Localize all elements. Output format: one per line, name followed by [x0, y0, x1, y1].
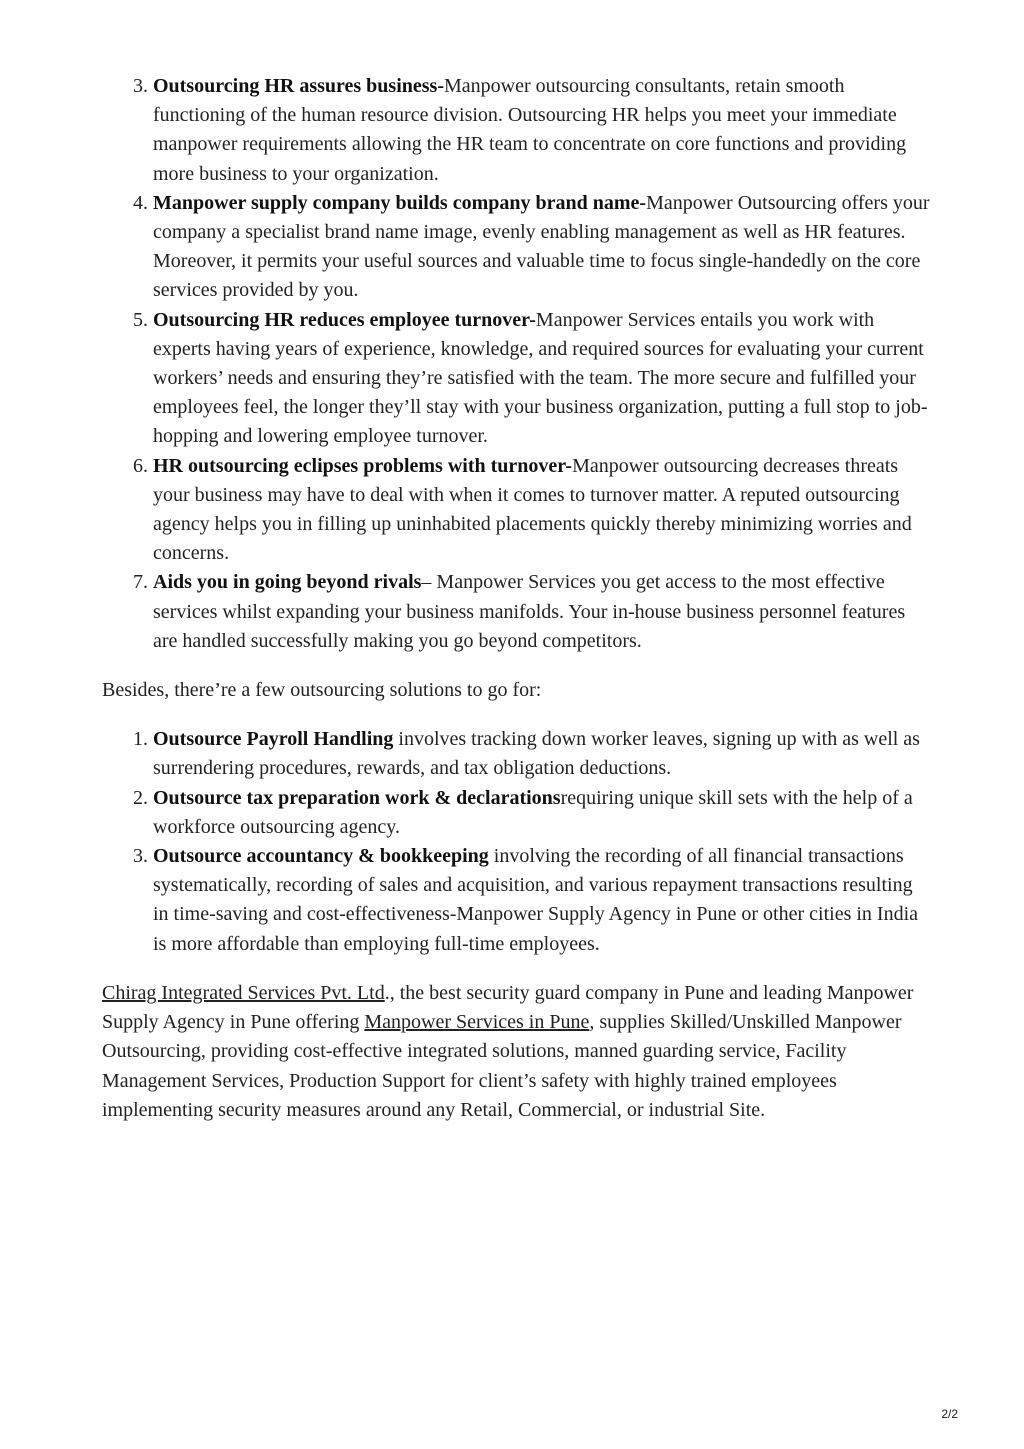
- item-text: Manpower Services entails you work with experts having years of experience, knowledge, and required sources for evaluating your current workers’ needs and ensuring they’re satisfied with the team. The more secure and fulfilled your employees feel, the longer they’ll stay with your business organization, putting a full stop to job-hopping and lowering employee turnover.: [153, 308, 928, 448]
- item-text: involving the recording of all financial transactions systematically, recording of sales and acquisition, and various repayment transactions resulting in time-saving and cost-effectiveness-Manpower Supply Agency in Pune or other cities in India is more affordable than employing full-time employees.: [153, 845, 918, 955]
- page-number: 2/2: [941, 1407, 958, 1421]
- item-text: Manpower outsourcing consultants, retain smooth functioning of the human resource division. Outsourcing HR helps you meet your immediate manpower requirements allowing the HR team to concentrate on core functions and providing more business to your organization.: [153, 75, 907, 185]
- document-body: [102, 72, 932, 1125]
- item-text: Manpower outsourcing decreases threats your business may have to deal with when it comes to turnover matter. A reputed outsourcing agency helps you in filling up uninhabited placements quickly thereby minimizing worries and concerns.: [153, 454, 912, 565]
- company-link[interactable]: Chirag Integrated Services Pvt. Ltd: [102, 981, 385, 1004]
- closing-paragraph: [102, 979, 932, 1125]
- list-item: [153, 189, 932, 306]
- list-item: [153, 306, 932, 452]
- item-heading: Aids you in going beyond rivals: [153, 571, 422, 594]
- list-item: [153, 784, 932, 842]
- list-item: [153, 725, 932, 783]
- item-text: – Manpower Services you get access to the most effective services whilst expanding your business manifolds. Your in-house business personnel features are handled successfully making you go beyond competitors.: [153, 571, 906, 652]
- list-item: [153, 452, 932, 569]
- manpower-services-link[interactable]: Manpower Services in Pune: [364, 1011, 590, 1034]
- item-heading: Outsource accountancy & bookkeeping: [153, 845, 489, 868]
- list-item: [153, 842, 932, 959]
- item-heading: Outsource tax preparation work & declarations: [153, 786, 561, 809]
- closing-text-1: ., the best security guard company in Pune and leading Manpower Supply Agency in Pune offering: [102, 981, 914, 1034]
- list-item: [153, 568, 932, 656]
- item-heading: Manpower supply company builds company brand name-: [153, 191, 647, 214]
- solutions-list: [102, 725, 932, 959]
- item-text: involves tracking down worker leaves, signing up with as well as surrendering procedures, rewards, and tax obligation deductions.: [153, 728, 920, 780]
- closing-text-2: , supplies Skilled/Unskilled Manpower Outsourcing, providing cost-effective integrated solutions, manned guarding service, Facility Management Services, Production Support for client’s safety with highly trained employees implementing security measures around any Retail, Commercial, or industrial Site.: [102, 1011, 902, 1121]
- solutions-intro: Besides, there’re a few outsourcing solutions to go for:: [102, 679, 542, 702]
- item-text: Manpower Outsourcing offers your company a specialist brand name image, evenly enabling management as well as HR features. Moreover, it permits your useful sources and valuable time to focus single-handedly on the core services provided by you.: [153, 191, 930, 302]
- item-heading: HR outsourcing eclipses problems with turnover-: [153, 454, 573, 477]
- benefits-list: [102, 72, 932, 656]
- list-item: [153, 72, 932, 189]
- item-text: requiring unique skill sets with the help of a workforce outsourcing agency.: [153, 786, 913, 838]
- item-heading: Outsourcing HR assures business-: [153, 75, 444, 97]
- item-heading: Outsource Payroll Handling: [153, 728, 394, 751]
- item-heading: Outsourcing HR reduces employee turnover-: [153, 308, 536, 331]
